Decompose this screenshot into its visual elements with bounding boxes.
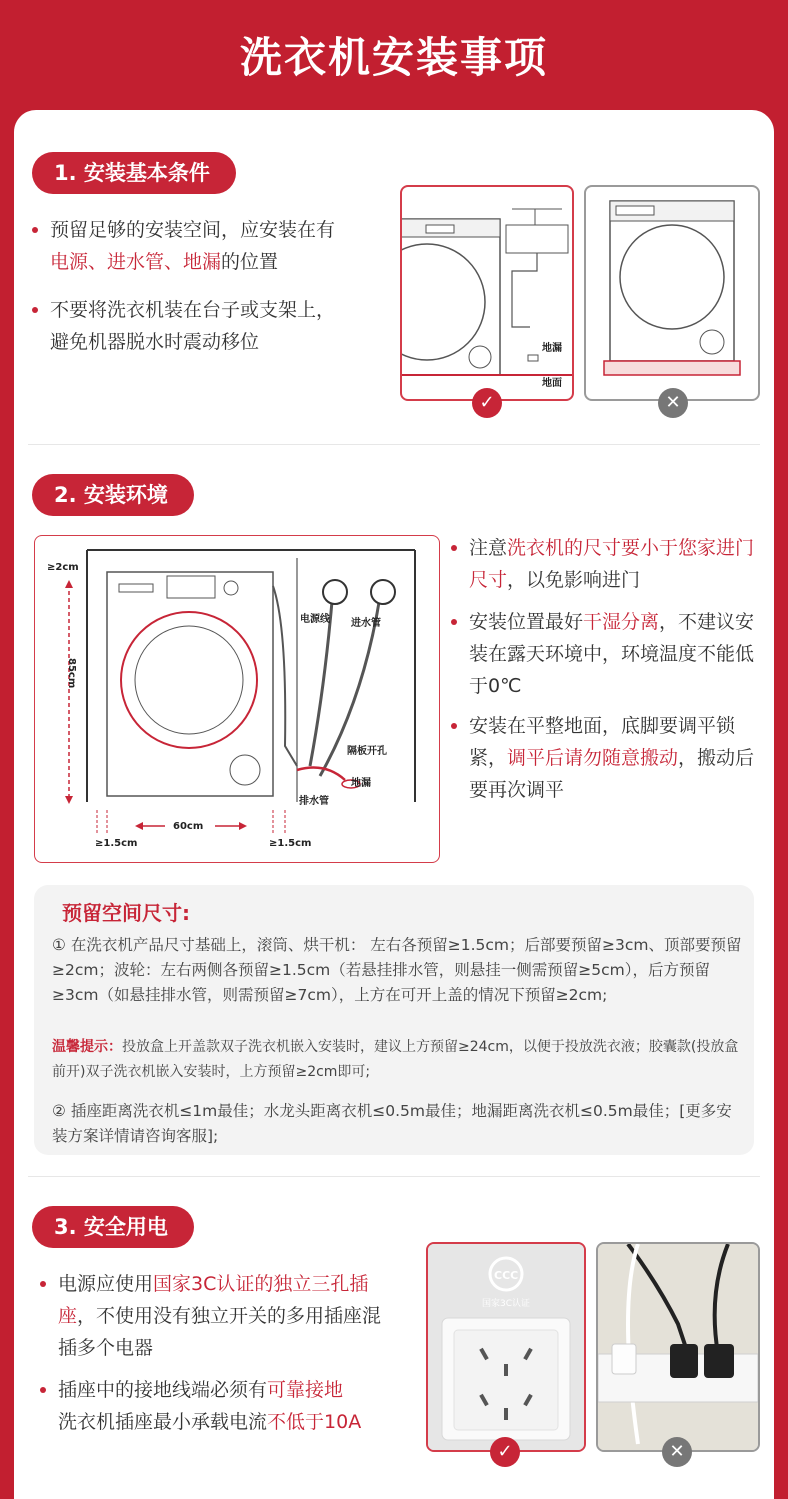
section-3-title: 3. 安全用电 <box>32 1206 194 1248</box>
section-2-bullet-2 <box>469 606 759 702</box>
width-label: 60cm <box>173 821 204 832</box>
power-strip-figure <box>596 1242 760 1452</box>
text: 不要将洗衣机装在台子或支架上， <box>50 299 336 321</box>
washer-floor-illustration <box>402 187 572 399</box>
text: ，以免影响进门 <box>507 569 641 591</box>
bullet-dot <box>32 307 38 313</box>
text: 洗衣机插座最小承载电流 <box>58 1411 268 1433</box>
text: ，不建议安装在露天环境中，环境温度不能低于0℃ <box>469 611 755 697</box>
bullet-dot <box>40 1387 46 1393</box>
check-icon: ✓ <box>490 1437 520 1467</box>
text: 避免机器脱水时震动移位 <box>50 331 260 353</box>
text: 插座中的接地线端必须有 <box>58 1379 268 1401</box>
bullet-dot <box>451 723 457 729</box>
wrong-install-figure <box>584 185 760 401</box>
floor-label: 地面 <box>542 378 562 389</box>
reserve-space-notes <box>34 885 754 1155</box>
check-icon: ✓ <box>472 388 502 418</box>
content-card <box>14 110 774 1499</box>
text: ，不使用没有独立开关的多用插座混插多个电器 <box>58 1305 382 1359</box>
notes-paragraph-1: ① 在洗衣机产品尺寸基础上，滚筒、烘干机： 左右各预留≥1.5cm；后部要预留≥3cm、顶部要预留≥2cm；波轮：左右两侧各预留≥1.5cm（若悬挂排水管，则悬挂一侧需预留≥5cm），后方预留≥3cm（如悬挂排水管，则需预留≥7cm），上方在可开上盖的情况下预留≥2cm; <box>52 936 742 1004</box>
height-label: 85cm <box>66 658 77 689</box>
ccc-label: 国家3C认证 <box>481 1299 531 1309</box>
socket-illustration <box>428 1244 584 1450</box>
washer-on-stand-illustration <box>586 187 758 399</box>
floor-drain-label: 地漏 <box>542 343 562 354</box>
cross-icon: ✕ <box>662 1437 692 1467</box>
section-divider <box>28 1176 760 1177</box>
section-2-title: 2. 安装环境 <box>32 474 194 516</box>
power-strip-illustration <box>598 1244 758 1450</box>
section-3-bullet-1 <box>58 1268 398 1364</box>
highlight-text: 不低于10A <box>267 1411 362 1433</box>
section-2-bullet-1 <box>469 532 759 596</box>
section-3-bullet-2 <box>58 1374 398 1438</box>
tip-text: 投放盒上开盖款双子洗衣机嵌入安装时，建议上方预留≥24cm，以便于投放洗衣液；胶囊款(投放盒前开)双子洗衣机嵌入安装时，上方预留≥2cm即可; <box>52 1039 739 1080</box>
highlight-text: 国家3C认证的独立三孔插座 <box>58 1273 369 1327</box>
bullet-dot <box>32 227 38 233</box>
page-header <box>0 0 788 110</box>
inlet-pipe-label: 进水管 <box>351 618 381 629</box>
highlight-text: 电源、进水管、地漏 <box>50 251 222 273</box>
text: 安装在平整地面，底脚要调平锁紧， <box>469 715 736 769</box>
cross-icon: ✕ <box>658 388 688 418</box>
tip-label: 温馨提示： <box>52 1039 122 1055</box>
partition-hole-label: 隔板开孔 <box>347 746 387 757</box>
notes-tip <box>52 1035 742 1085</box>
power-cord-label: 电源线 <box>300 614 330 625</box>
left-gap-label: ≥1.5cm <box>95 838 138 849</box>
svg-text:CCC: CCC <box>494 1269 519 1282</box>
highlight-text: 洗衣机的尺寸要小于您家进门尺寸 <box>469 537 755 591</box>
text: 安装位置最好 <box>469 611 584 633</box>
highlight-text: 调平后请勿随意搬动 <box>507 747 679 769</box>
bullet-dot <box>451 619 457 625</box>
highlight-text: 干湿分离 <box>583 611 660 633</box>
page-title: 洗衣机安装事项 <box>239 33 548 82</box>
text: 的位置 <box>221 251 279 273</box>
dimension-diagram <box>35 536 439 862</box>
text: 电源应使用 <box>58 1273 154 1295</box>
notes-title: 预留空间尺寸: <box>62 901 190 925</box>
floor-drain-label: 地漏 <box>351 778 371 789</box>
section-1-title: 1. 安装基本条件 <box>32 152 236 194</box>
bullet-dot <box>40 1281 46 1287</box>
bullet-dot <box>451 545 457 551</box>
section-1-bullet-2 <box>50 294 390 358</box>
top-gap-label: ≥2cm <box>47 562 79 573</box>
text: 预留足够的安装空间，应安装在有 <box>50 219 336 241</box>
text: 注意 <box>469 537 508 559</box>
certified-socket-figure <box>426 1242 586 1452</box>
highlight-text: 可靠接地 <box>267 1379 344 1401</box>
section-1-bullet-1 <box>50 214 390 278</box>
correct-install-figure <box>400 185 574 401</box>
section-divider <box>28 444 760 445</box>
install-environment-figure <box>34 535 440 863</box>
notes-paragraph-2: ② 插座距离洗衣机≤1m最佳；水龙头距离衣机≤0.5m最佳；地漏距离洗衣机≤0.5m最佳；[更多安装方案详情请咨询客服]; <box>52 1102 732 1145</box>
section-2-bullet-3 <box>469 710 759 806</box>
right-gap-label: ≥1.5cm <box>269 838 312 849</box>
text: ，搬动后要再次调平 <box>469 747 755 801</box>
drain-pipe-label: 排水管 <box>299 796 329 807</box>
